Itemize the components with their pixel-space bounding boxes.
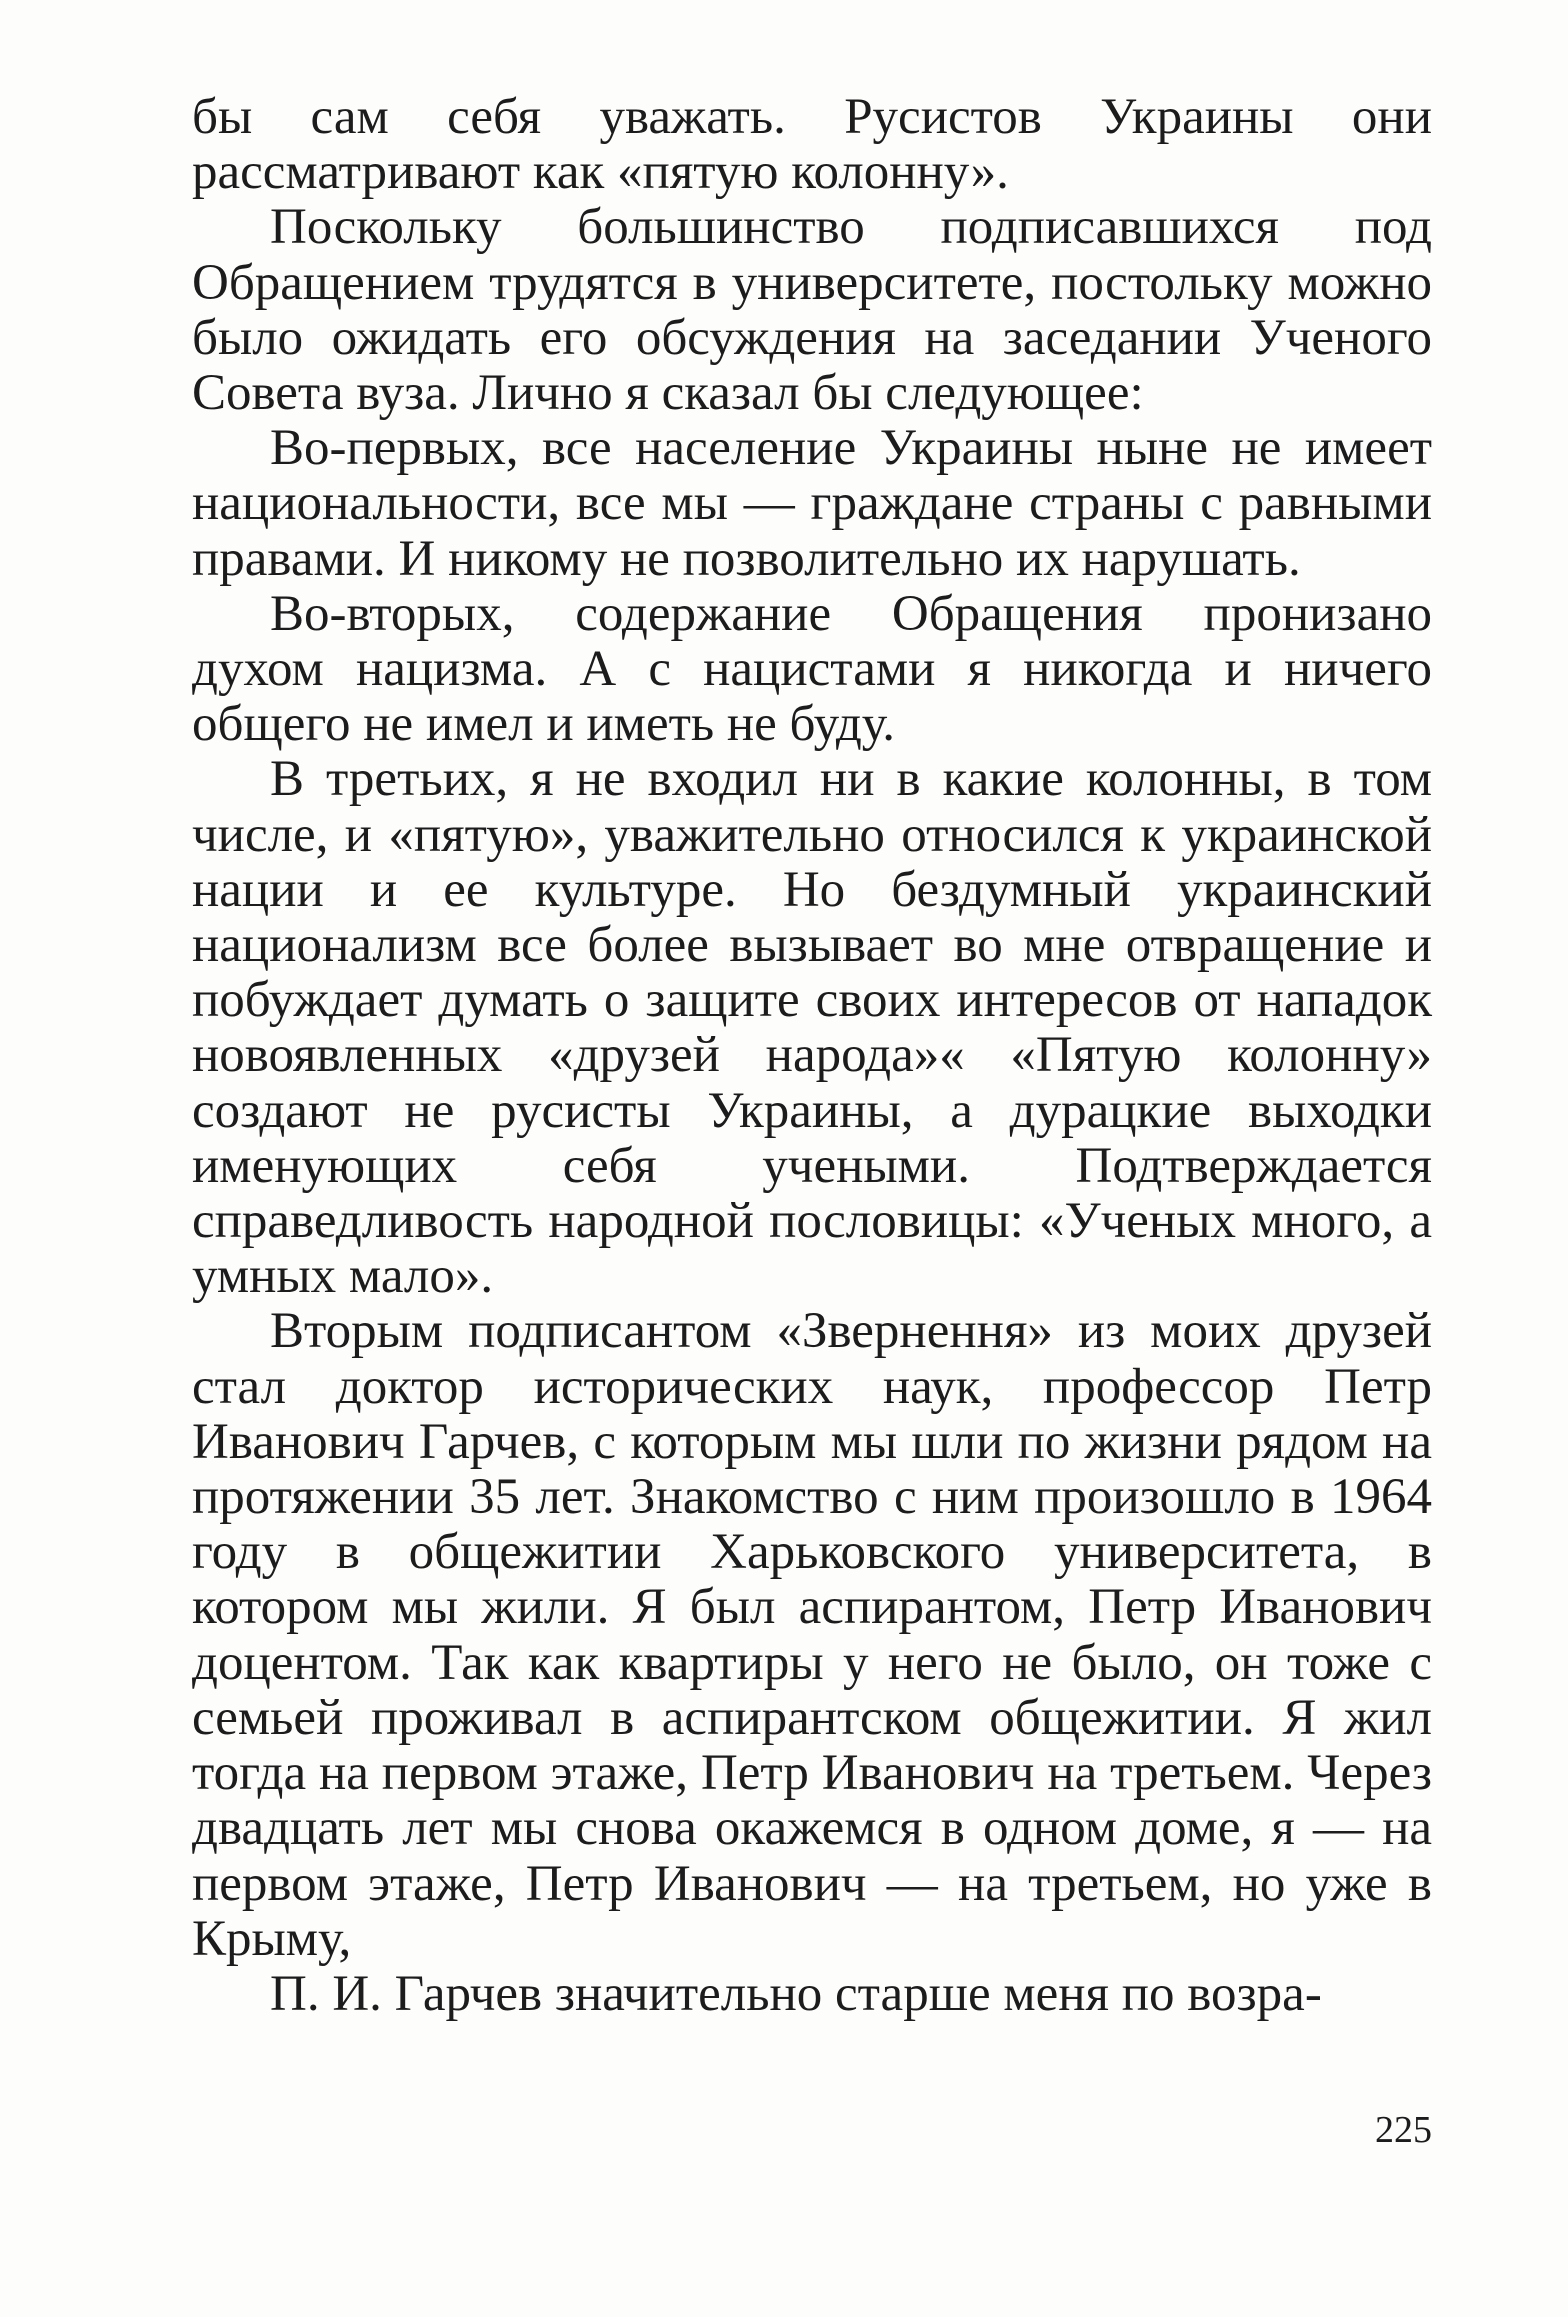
page-body <box>192 90 1432 2022</box>
paragraph-6: Вторым подписантом «Звернення» из моих друзей стал доктор исторических наук, профессор Петр Иванович Гарчев, с которым мы шли по жизни рядом на протяжении 35 лет. Знакомство с ним произошло в 1964 году в общежитии Харьковского университета, в котором мы жили. Я был аспирантом, Петр Иванович доцентом. Так как квартиры у него не было, он тоже с семьей проживал в аспирантском общежитии. Я жил тогда на первом этаже, Петр Иванович на третьем. Через двадцать лет мы снова окажемся в одном доме, я — на первом этаже, Петр Иванович — на третьем, но уже в Крыму, <box>192 1303 1432 1967</box>
paragraph-4: Во-вторых, содержание Обращения пронизано духом нацизма. А с нацистами я никогда и ничего общего не имел и иметь не буду. <box>192 585 1432 753</box>
paragraph-1: бы сам себя уважать. Русистов Украины они рассматривают как «пятую колонну». <box>192 89 1432 201</box>
paragraph-3: Во-первых, все население Украины ныне не имеет национальности, все мы — граждане страны с равными правами. И никому не позволительно их нарушать. <box>192 420 1432 587</box>
paragraph-2: Поскольку большинство подписавшихся под Обращением трудятся в университете, постольку можно было ожидать его обсуждения на заседании Ученого Совета вуза. Лично я сказал бы следующее: <box>192 199 1432 422</box>
paragraph-7: П. И. Гарчев значительно старше меня по возра- <box>270 1965 1322 2022</box>
page-number: 225 <box>1375 2109 1432 2151</box>
paragraph-5: В третьих, я не входил ни в какие колонны, в том числе, и «пятую», уважительно относился к украинской нации и ее культуре. Но бездумный украинский национализм все более вызывает во мне отвращение и побуждает думать о защите своих интересов от нападок новоявленных «друзей народа»« «Пятую колонну» создают не русисты Украины, а дурацкие выходки именующих себя учеными. Подтверждается справедливость народной пословицы: «Ученых много, а умных мало». <box>192 751 1432 1305</box>
